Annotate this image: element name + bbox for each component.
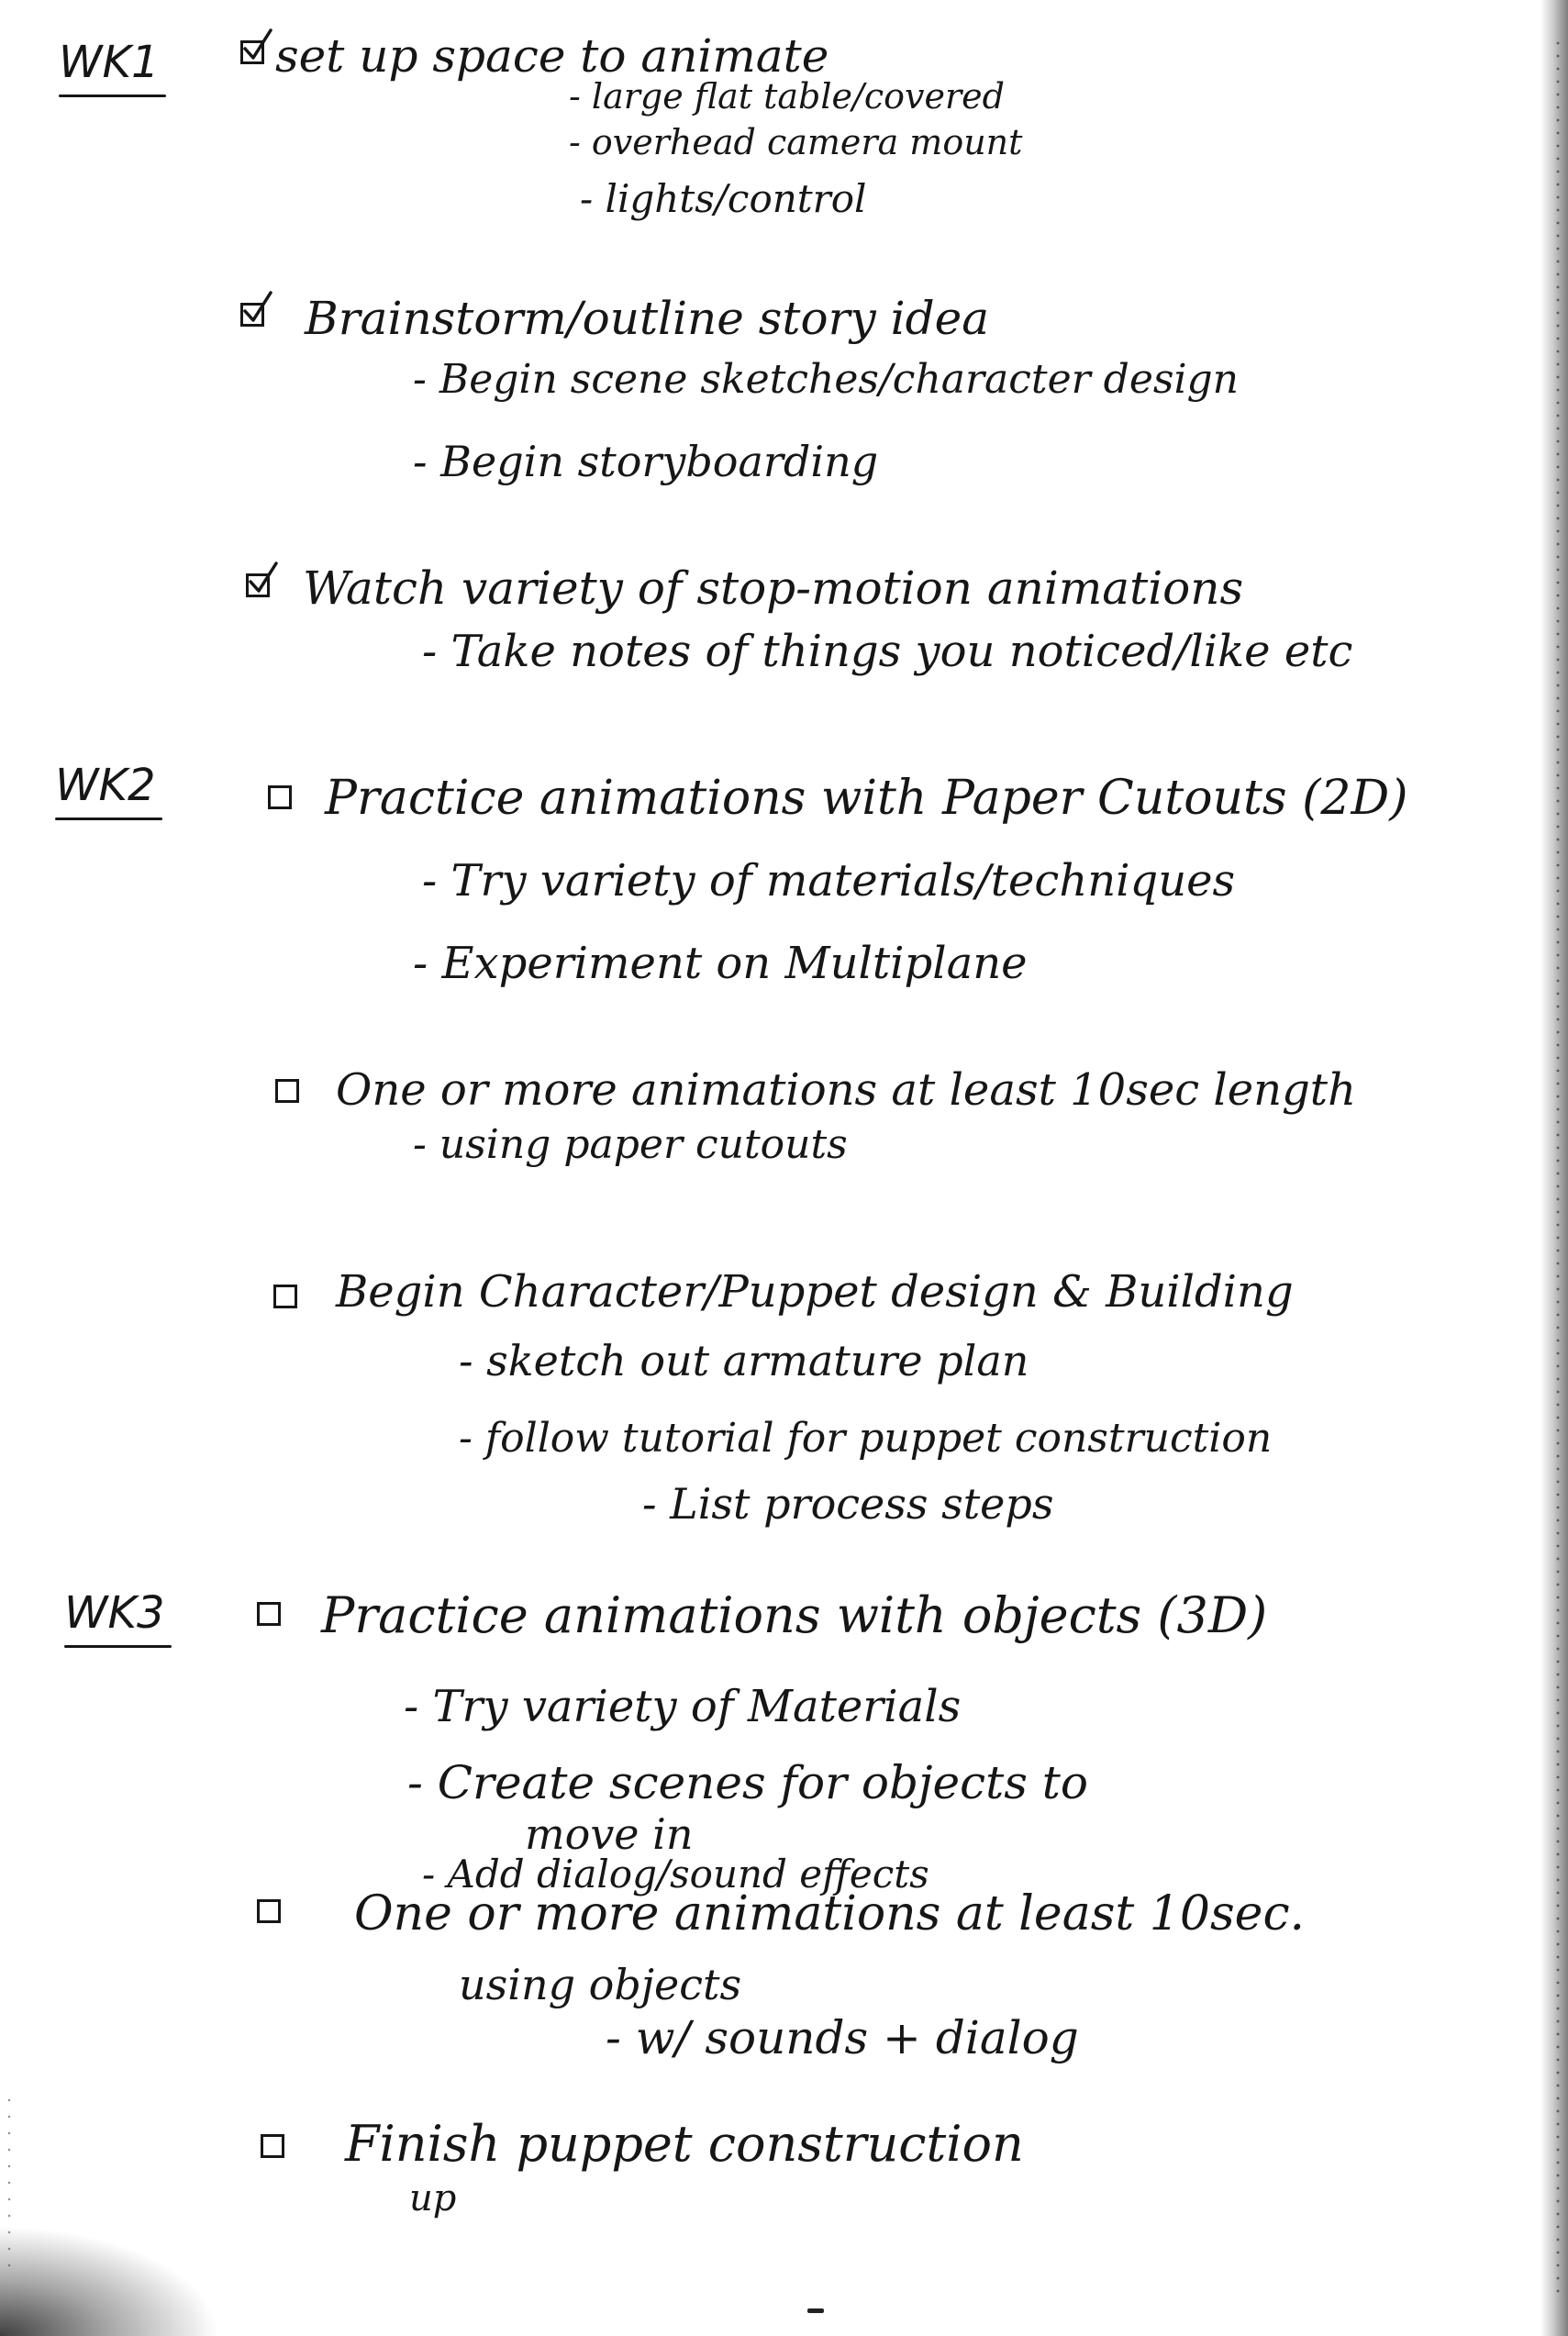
task-text: Finish puppet construction [345, 2115, 1024, 2173]
task-text: Practice animations with objects (3D) [321, 1586, 1268, 1644]
subtask-text: - Try variety of Materials [404, 1681, 962, 1732]
task-text: Practice animations with Paper Cutouts (2D) [325, 771, 1408, 826]
subtask-text: - Begin storyboarding [413, 437, 879, 486]
subtask-text: up [409, 2177, 457, 2219]
scan-edge-shadow [1540, 0, 1568, 2336]
subtask-text: - overhead camera mount [569, 122, 1023, 162]
subtask-text: - sketch out armature plan [459, 1336, 1029, 1385]
subtask-text: - lights/control [580, 176, 867, 221]
task-text: Brainstorm/outline story idea [305, 292, 990, 345]
subtask-text: - Begin scene sketches/character design [413, 356, 1240, 403]
task-text: One or more animations at least 10sec length [336, 1064, 1356, 1116]
subtask-text: - List process steps [642, 1479, 1054, 1529]
subtask-text: - w/ sounds + dialog [606, 2011, 1079, 2064]
checkmark-icon [241, 291, 274, 328]
task-checkbox[interactable] [240, 40, 264, 64]
checkmark-icon [241, 28, 274, 65]
task-checkbox[interactable] [261, 2134, 284, 2158]
task-checkbox[interactable] [246, 573, 270, 597]
task-checkbox[interactable] [240, 303, 264, 327]
subtask-text: - Experiment on Multiplane [413, 938, 1028, 989]
week-label-wk3: WK3 [64, 1587, 165, 1639]
checkmark-icon [247, 562, 280, 598]
task-checkbox[interactable] [257, 1602, 281, 1626]
subtask-text: - Take notes of things you noticed/like etc [422, 626, 1353, 677]
week-label-wk1: WK1 [59, 37, 160, 88]
subtask-text: - Add dialog/sound effects [422, 1852, 929, 1897]
task-text: Begin Character/Puppet design & Building [336, 1266, 1294, 1318]
subtask-text: - large flat table/covered [569, 76, 1005, 117]
task-text: Watch variety of stop-motion animations [303, 562, 1244, 615]
subtask-text: - Try variety of materials/techniques [422, 855, 1236, 907]
scan-corner-smudge [0, 2226, 220, 2336]
task-text: One or more animations at least 10sec. [354, 1886, 1306, 1941]
subtask-text: - using paper cutouts [413, 1121, 848, 1168]
task-checkbox[interactable] [268, 785, 292, 809]
task-checkbox[interactable] [273, 1285, 297, 1308]
week-label-wk2: WK2 [55, 760, 156, 811]
subtask-text: using objects [459, 1960, 742, 2009]
scan-edge-perforation [1555, 37, 1561, 2294]
subtask-text: move in [525, 1809, 694, 1859]
task-checkbox[interactable] [275, 1079, 299, 1103]
subtask-text: - follow tutorial for puppet construction [459, 1415, 1273, 1462]
subtask-text: - Create scenes for objects to [407, 1756, 1088, 1809]
task-checkbox[interactable] [257, 1899, 281, 1923]
page-bottom-mark [807, 2308, 824, 2313]
task-text: set up space to animate [275, 29, 829, 83]
